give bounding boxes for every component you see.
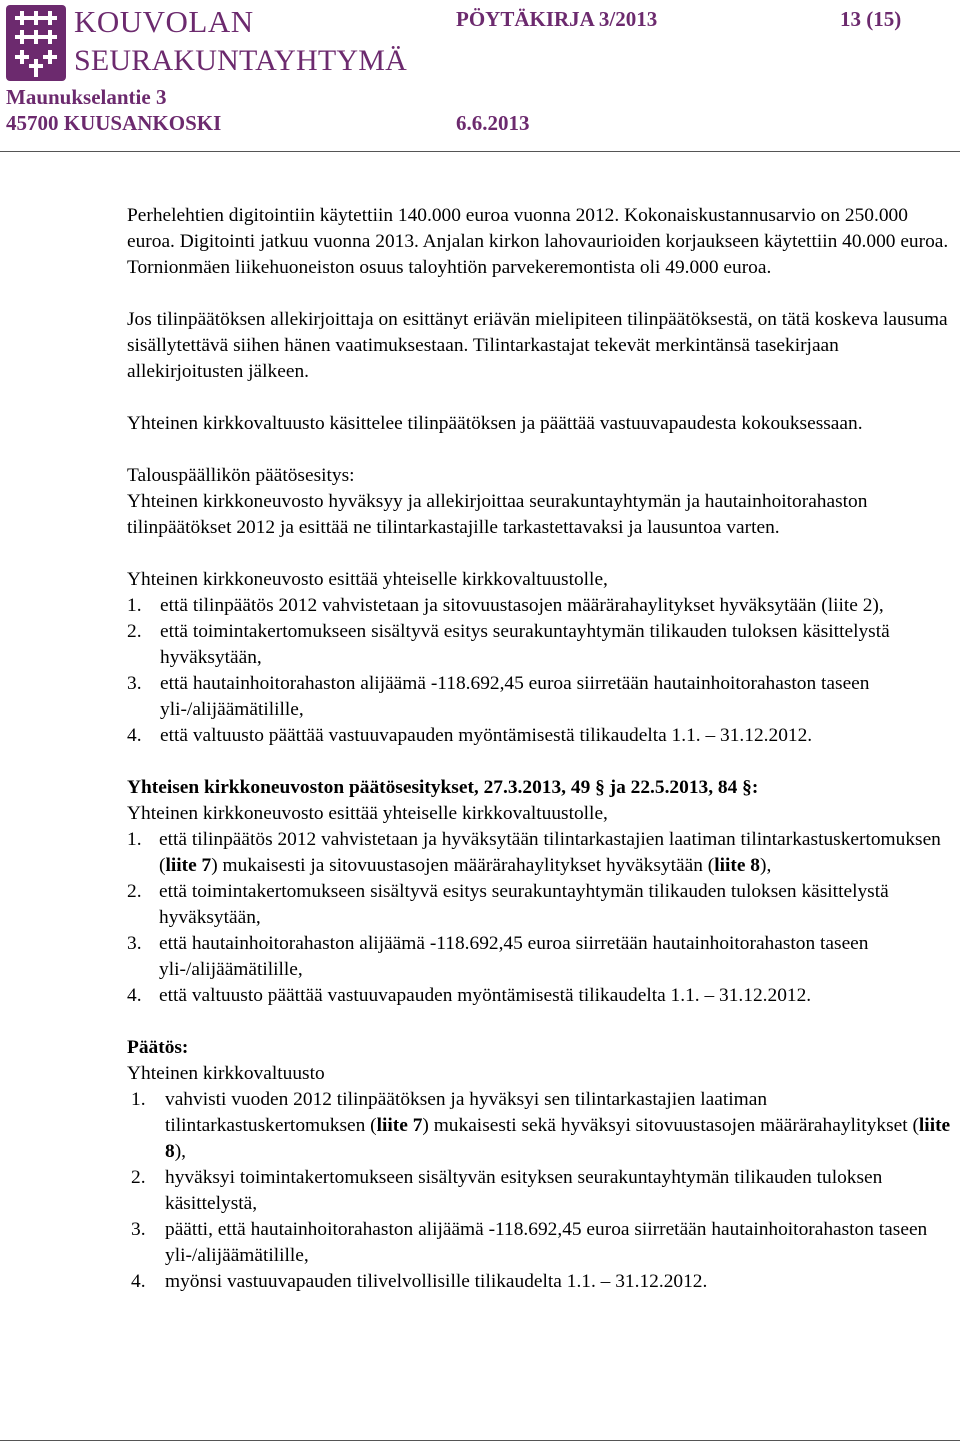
- page-number: 13 (15): [840, 7, 902, 31]
- list-item: [127, 593, 957, 619]
- list-number: 1.: [127, 595, 142, 616]
- attachment-ref: liite 8: [714, 855, 760, 876]
- list-number: 3.: [131, 1219, 146, 1240]
- list-text: ),: [174, 1141, 187, 1162]
- proposal-label: Talouspäällikön päätösesitys:: [127, 465, 355, 486]
- list-item: [127, 723, 957, 749]
- decision-list: [127, 1087, 957, 1295]
- address-postal: 45700 KUUSANKOSKI: [6, 111, 222, 135]
- proposal-list: [127, 593, 957, 749]
- logo-text-line1: KOUVOLAN: [74, 4, 254, 39]
- list-text: että toimintakertomukseen sisältyvä esitys seurakuntayhtymän tilikauden tuloksen käsittelystä hyväksytään,: [160, 621, 890, 668]
- list-number: 4.: [127, 985, 142, 1006]
- decision-intro: Yhteinen kirkkovaltuusto: [127, 1063, 325, 1084]
- list-number: 1.: [127, 829, 142, 850]
- attachment-ref: liite 7: [376, 1115, 423, 1136]
- board-proposal-list: [127, 827, 957, 1009]
- list-number: 3.: [127, 673, 142, 694]
- list-text: myönsi vastuuvapauden tilivelvollisille tilikaudelta 1.1. – 31.12.2012.: [165, 1271, 708, 1292]
- logo-text-line2: SEURAKUNTAYHTYMÄ: [74, 44, 408, 77]
- paragraph-dissent: Jos tilinpäätöksen allekirjoittaja on esittänyt eriävän mielipiteen tilinpäätöksestä, on tätä koskeva lausuma sisällytettävä siihen hänen vaatimuksestaan. Tilintarkastajat tekevät merkintänsä tasekirjaan allekirjoitusten jälkeen.: [127, 309, 948, 382]
- document-date: 6.6.2013: [456, 111, 530, 135]
- list-item: [127, 1087, 957, 1165]
- list-item: [127, 983, 957, 1009]
- list-item: [127, 1217, 957, 1269]
- list-item: [127, 671, 957, 723]
- list-text: hyväksyi toimintakertomukseen sisältyvän esityksen seurakuntayhtymän tilikauden tuloksen käsittelystä,: [165, 1167, 883, 1214]
- list-text: vahvisti vuoden 2012 tilinpäätöksen ja hyväksyi sen tilintarkastajien laatiman tilintarkastuskertomuksen (: [165, 1089, 768, 1136]
- church-cross-logo-icon: [6, 5, 66, 81]
- list-item: [127, 1269, 957, 1295]
- list-text: että hautainhoitorahaston alijäämä -118.692,45 euroa siirretään hautainhoitorahaston taseen yli-/alijäämätilille,: [160, 673, 870, 720]
- list-item: [127, 619, 957, 671]
- document-body: [127, 203, 957, 1321]
- list-text: että valtuusto päättää vastuuvapauden myöntämisestä tilikaudelta 1.1. – 31.12.2012.: [160, 725, 813, 746]
- list2-intro: Yhteinen kirkkoneuvosto esittää yhteiselle kirkkovaltuustolle,: [127, 803, 608, 824]
- header-divider: [0, 151, 960, 152]
- list-number: 4.: [127, 725, 142, 746]
- list-text: että toimintakertomukseen sisältyvä esitys seurakuntayhtymän tilikauden tuloksen käsittelystä hyväksytään,: [159, 881, 889, 928]
- list-item: [127, 1165, 957, 1217]
- paragraph-digitization: Perhelehtien digitointiin käytettiin 140.000 euroa vuonna 2012. Kokonaiskustannusarvio on 250.000 euroa. Digitointi jatkuu vuonna 2013. Anjalan kirkon lahovaurioiden korjaukseen käytettiin 40.000 euroa. Tornionmäen liikehuoneiston osuus taloyhtiön parvekeremontista oli 49.000 euroa.: [127, 205, 949, 278]
- list-text: että tilinpäätös 2012 vahvistetaan ja hyväksytään tilintarkastajien laatiman tilintarkastuskertomuksen (: [159, 829, 941, 876]
- list-item: [127, 827, 957, 879]
- proposal-text: Yhteinen kirkkoneuvosto hyväksyy ja allekirjoittaa seurakuntayhtymän ja hautainhoitorahaston tilinpäätökset 2012 ja esittää ne tilintarkastajille tarkastettavaksi ja lausuntoa varten.: [127, 491, 868, 538]
- paragraph-council: Yhteinen kirkkovaltuusto käsittelee tilinpäätöksen ja päättää vastuuvapaudesta kokouksessaan.: [127, 413, 863, 434]
- address-street: Maunukselantie 3: [6, 85, 167, 109]
- list-item: [127, 879, 957, 931]
- organization-logo: [4, 4, 430, 84]
- list-text: päätti, että hautainhoitorahaston alijäämä -118.692,45 euroa siirretään hautainhoitorahaston taseen yli-/alijäämätilille,: [165, 1219, 928, 1266]
- list-text: että hautainhoitorahaston alijäämä -118.692,45 euroa siirretään hautainhoitorahaston taseen yli-/alijäämätilille,: [159, 933, 869, 980]
- list-number: 1.: [131, 1089, 146, 1110]
- list-number: 2.: [131, 1167, 146, 1188]
- footer-divider: [0, 1440, 960, 1441]
- list1-intro: Yhteinen kirkkoneuvosto esittää yhteiselle kirkkovaltuustolle,: [127, 569, 608, 590]
- list-text: ) mukaisesti ja sitovuustasojen määrärahaylitykset hyväksytään (: [211, 855, 715, 876]
- list-number: 3.: [127, 933, 142, 954]
- list-text: ) mukaisesti sekä hyväksyi sitovuustasojen määrärahaylitykset (: [422, 1115, 919, 1136]
- list-text: ),: [759, 855, 772, 876]
- board-proposals-heading: Yhteisen kirkkoneuvoston päätösesitykset, 27.3.2013, 49 § ja 22.5.2013, 84 §:: [127, 777, 759, 798]
- attachment-ref: liite 7: [165, 855, 212, 876]
- decision-label: Päätös:: [127, 1037, 189, 1058]
- list-number: 4.: [131, 1271, 146, 1292]
- list-text: että valtuusto päättää vastuuvapauden myöntämisestä tilikaudelta 1.1. – 31.12.2012.: [159, 985, 812, 1006]
- list-number: 2.: [127, 621, 142, 642]
- list-number: 2.: [127, 881, 142, 902]
- list-item: [127, 931, 957, 983]
- document-title: PÖYTÄKIRJA 3/2013: [456, 7, 658, 31]
- attachment-ref: liite 8: [165, 1115, 951, 1162]
- list-text: että tilinpäätös 2012 vahvistetaan ja sitovuustasojen määrärahaylitykset hyväksytään (liite 2),: [160, 595, 884, 616]
